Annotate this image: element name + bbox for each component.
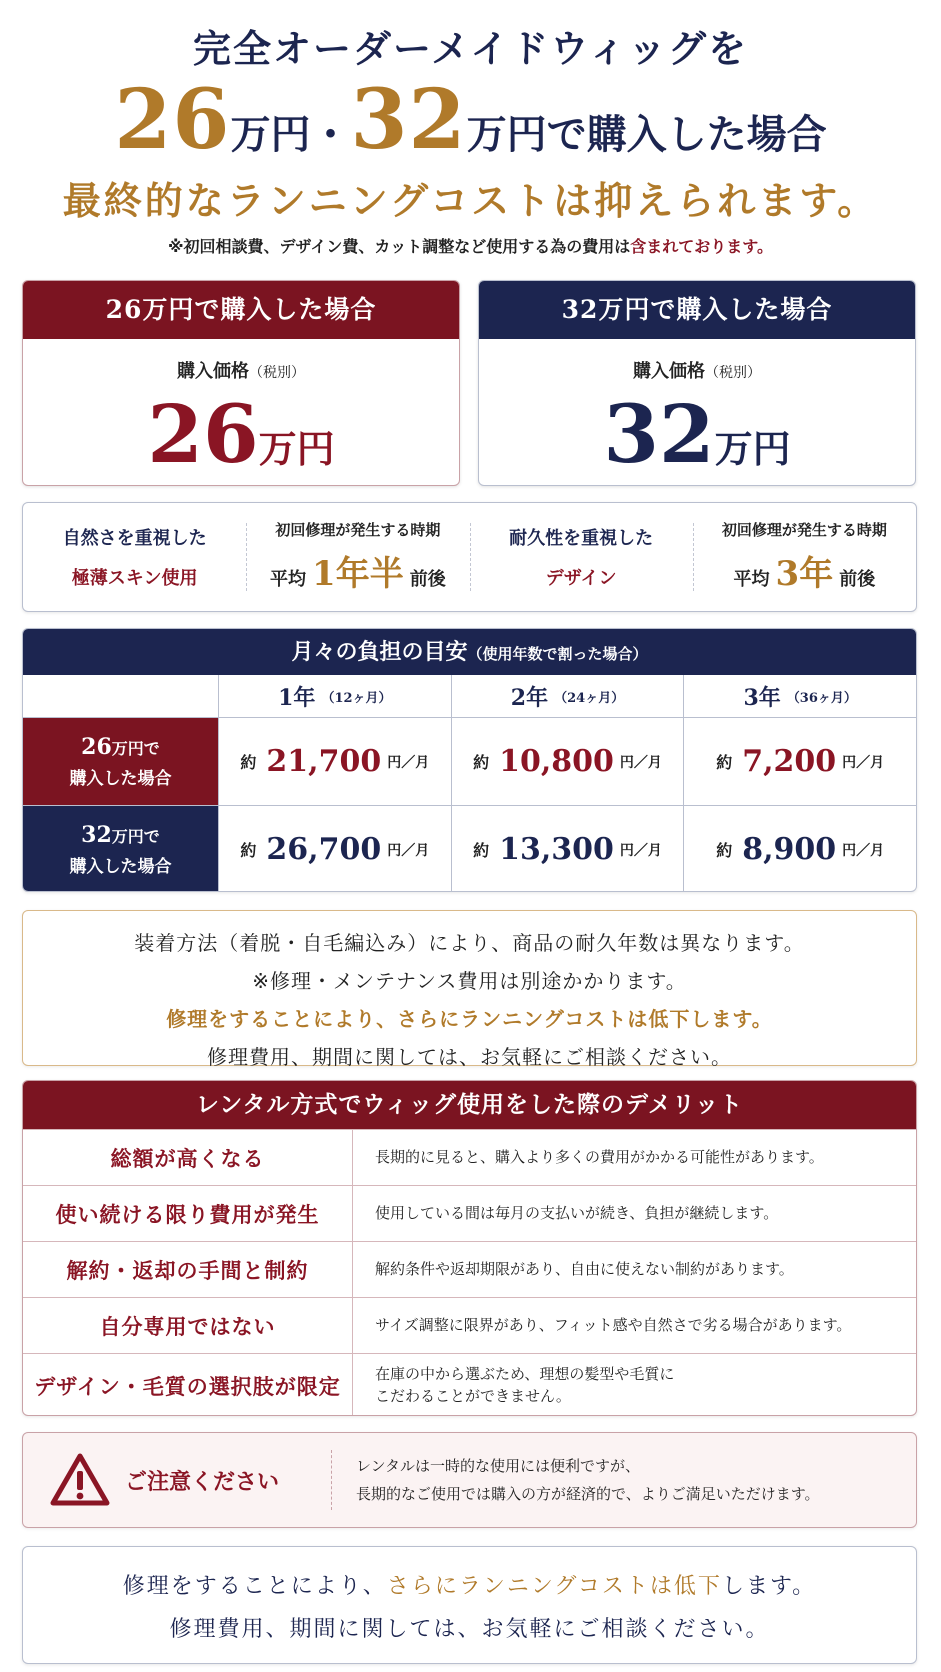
table-cell (451, 718, 684, 805)
repair-time-label: 初回修理が発生する時期 (275, 521, 441, 539)
repair-time-value (734, 546, 876, 595)
monthly-unit: 円／月 (387, 842, 430, 859)
feature-row (22, 502, 917, 612)
monthly-column-header (23, 675, 916, 717)
footer-box (22, 1546, 917, 1664)
hero-line2 (0, 72, 941, 168)
monthly-unit: 円／月 (619, 754, 662, 771)
rental-title: レンタル方式でウィッグ使用をした際のデメリット (23, 1081, 916, 1129)
approx-prefix: 約 (240, 841, 257, 860)
monthly-value: 8,900 (742, 832, 837, 867)
feature-repair-time-2 (693, 503, 916, 611)
hero-price1: 26 (114, 72, 231, 168)
footer-line2: 修理費用、期間に関しては、お気軽にご相談ください。 (169, 1617, 770, 1642)
demerit-value-line2: こだわることができません。 (375, 1386, 571, 1405)
price-card-32 (478, 280, 916, 486)
price-card-title: 32万円で購入した場合 (479, 281, 915, 339)
row-label (23, 806, 218, 892)
repair-time-number: 3年 (775, 554, 834, 594)
demerit-value: 解約条件や返却期限があり、自由に使えない制約があります。 (375, 1259, 794, 1278)
monthly-unit: 円／月 (619, 842, 662, 859)
row-label (23, 718, 218, 805)
price-label-text: 購入価格 (177, 361, 249, 382)
approx-prefix: 約 (716, 841, 733, 860)
footer-line1-pre: 修理をすることにより、 (122, 1574, 387, 1599)
repair-time-pre: 平均 (270, 569, 307, 590)
footer-line1-highlight: さらにランニングコストは低下 (386, 1574, 722, 1599)
price-card-title: 26万円で購入した場合 (23, 281, 459, 339)
empty-header-cell (23, 675, 218, 717)
feature-durable (470, 503, 693, 611)
hero-price2: 32 (350, 72, 467, 168)
demerit-value-line1: 在庫の中から選ぶため、理想の髪型や毛質に (375, 1364, 675, 1383)
demerit-key: 自分専用ではない (23, 1298, 353, 1353)
repair-time-number: 1年半 (312, 554, 404, 594)
note-line3: 修理をすることにより、さらにランニングコストは低下します。 (166, 1007, 773, 1031)
caution-text (356, 1452, 820, 1509)
repair-time-value (270, 546, 446, 595)
price-value (23, 387, 459, 481)
monthly-table-title (23, 629, 916, 675)
note-line4: 修理費用、期間に関しては、お気軽にご相談ください。 (207, 1045, 732, 1069)
feature-durable-line1: 耐久性を重視した (509, 528, 654, 549)
warning-triangle-icon (49, 1452, 111, 1508)
hero-line1: 完全オーダーメイドウィッグを (192, 26, 749, 71)
monthly-title-note: （使用年数で割った場合） (467, 645, 648, 663)
price-value (479, 387, 915, 481)
demerit-key: デザイン・毛質の選択肢が限定 (23, 1354, 353, 1416)
price-number: 32 (603, 387, 715, 481)
row-label-number: 26 (81, 734, 112, 760)
table-cell (218, 718, 451, 805)
price-label-note: （税別） (705, 365, 761, 381)
row-label-unit: 万円で (111, 827, 160, 846)
demerit-value (353, 1354, 916, 1416)
footer-line1 (23, 1569, 916, 1600)
row-label-tail: 購入した場合 (69, 857, 172, 877)
column-months: （36ヶ月） (786, 690, 857, 706)
caution-divider (331, 1450, 332, 1510)
feature-natural-line2: 極薄スキン使用 (71, 568, 198, 589)
row-label-number: 32 (81, 822, 112, 848)
monthly-unit: 円／月 (842, 842, 885, 859)
column-header-1year (218, 675, 451, 717)
row-label-tail: 購入した場合 (69, 769, 172, 789)
table-row-26 (23, 717, 916, 805)
hero-price2-unit: 万円 (466, 111, 547, 158)
demerit-value: 長期的に見ると、購入より多くの費用がかかる可能性があります。 (375, 1147, 824, 1166)
row-label-top (81, 734, 160, 760)
monthly-value: 13,300 (499, 832, 614, 867)
monthly-title-text: 月々の負担の目安 (291, 639, 468, 665)
monthly-value: 21,700 (266, 744, 382, 779)
price-unit: 万円 (714, 426, 791, 471)
demerit-value: 使用している間は毎月の支払いが続き、負担が継続します。 (375, 1203, 779, 1222)
table-row (23, 1185, 916, 1241)
hero-line3: 最終的なランニングコストは抑えられます。 (62, 178, 879, 223)
column-year: 3年 (743, 684, 781, 711)
feature-repair-time-1 (246, 503, 469, 611)
caution-box (22, 1432, 917, 1528)
price-number: 26 (147, 387, 259, 481)
table-row (23, 1129, 916, 1185)
repair-time-pre: 平均 (733, 569, 770, 590)
caution-line2: 長期的なご使用では購入の方が経済的で、よりご満足いただけます。 (356, 1485, 820, 1503)
column-months: （12ヶ月） (321, 690, 392, 706)
price-label-note: （税別） (249, 365, 305, 381)
hero-note-highlight: 含まれております。 (630, 237, 773, 256)
table-cell (683, 718, 916, 805)
column-months: （24ヶ月） (554, 690, 625, 706)
demerit-key: 総額が高くなる (23, 1130, 353, 1185)
feature-durable-line2: デザイン (545, 568, 617, 589)
table-cell (683, 806, 916, 892)
price-card-26 (22, 280, 460, 486)
note-line2: ※修理・メンテナンス費用は別途かかります。 (252, 969, 687, 993)
feature-natural-line1: 自然さを重視した (62, 528, 207, 549)
table-row-32 (23, 805, 916, 892)
column-header-3year (683, 675, 916, 717)
hero-line2-tail: で購入した場合 (546, 111, 827, 158)
demerit-key: 解約・返却の手間と制約 (23, 1242, 353, 1297)
price-label (23, 357, 459, 383)
repair-time-post: 前後 (409, 569, 446, 590)
column-header-2year (451, 675, 684, 717)
approx-prefix: 約 (473, 841, 490, 860)
rental-demerits-table (22, 1080, 917, 1416)
monthly-unit: 円／月 (387, 754, 430, 771)
column-year: 2年 (510, 684, 549, 711)
monthly-unit: 円／月 (842, 754, 885, 771)
footer-line1-post: します。 (721, 1574, 817, 1599)
hero-price1-unit: 万円・ (230, 111, 351, 158)
approx-prefix: 約 (240, 753, 257, 772)
repair-time-post: 前後 (839, 569, 876, 590)
approx-prefix: 約 (473, 753, 490, 772)
demerit-value: サイズ調整に限界があり、フィット感や自然さで劣る場合があります。 (375, 1315, 852, 1334)
table-row (23, 1297, 916, 1353)
column-year: 1年 (278, 684, 316, 711)
row-label-unit: 万円で (111, 739, 160, 758)
hero-note-prefix: ※初回相談費、デザイン費、カット調整など使用する為の費用は (167, 237, 631, 256)
price-unit: 万円 (258, 426, 335, 471)
monthly-value: 26,700 (266, 832, 382, 867)
table-row (23, 1241, 916, 1297)
caution-title: ご注意ください (125, 1469, 280, 1495)
table-row (23, 1353, 916, 1416)
caution-line1: レンタルは一時的な使用には便利ですが、 (356, 1456, 641, 1475)
monthly-value: 10,800 (499, 744, 614, 779)
price-label (479, 357, 915, 383)
monthly-cost-table (22, 628, 917, 892)
repair-time-label: 初回修理が発生する時期 (721, 521, 887, 539)
price-label-text: 購入価格 (633, 361, 705, 382)
demerit-key: 使い続ける限り費用が発生 (23, 1186, 353, 1241)
hero-note (0, 234, 941, 257)
row-label-top (81, 822, 160, 848)
notes-box (22, 910, 917, 1069)
note-line1: 装着方法（着脱・自毛編込み）により、商品の耐久年数は異なります。 (134, 931, 805, 955)
approx-prefix: 約 (716, 753, 733, 772)
monthly-value: 7,200 (742, 744, 837, 779)
table-cell (451, 806, 684, 892)
table-cell (218, 806, 451, 892)
feature-natural (23, 503, 246, 611)
